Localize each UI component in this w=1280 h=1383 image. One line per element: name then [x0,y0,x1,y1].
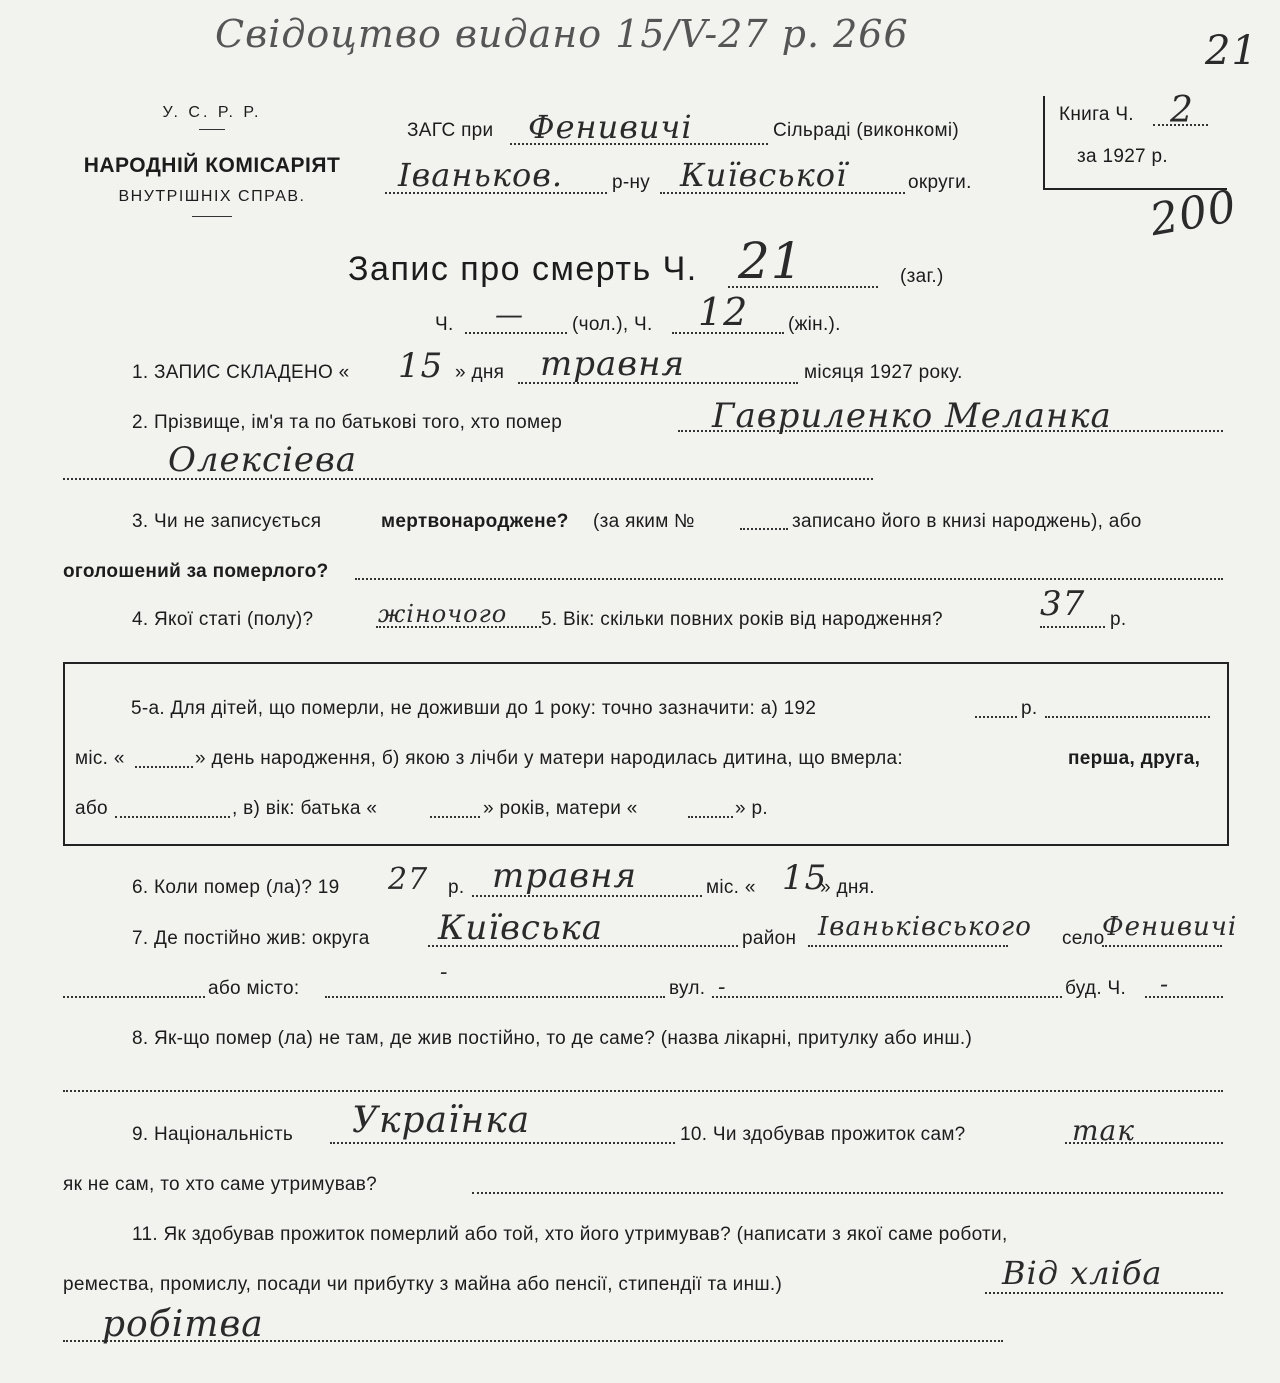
q5a-year-line [975,716,1017,718]
q7-city-line [325,996,665,998]
okruha-label: округи. [908,172,972,193]
q5a-birth-label: » день народження, б) якою з лічби у матери народилась дитина, що вмерла: [195,748,903,769]
q7-house-dash: - [1160,970,1170,998]
q5a-order-line [115,816,230,818]
q5-label: 5. Вік: скільки повних років від народження? [541,609,943,630]
q6-year: 27 [388,862,429,897]
q8-label: 8. Як-що помер (ла) не там, де жив постійно, то де саме? (назва лікарні, притулку або инш.) [132,1028,973,1049]
q7-village: Фенивичі [1102,912,1238,942]
divider [199,129,225,130]
q5a-mother-line [688,816,733,818]
raion-label: р-ну [612,172,651,193]
q10-line [1065,1142,1223,1144]
form-title: Запис про смерть Ч. [348,250,698,288]
usrr-label: У. С. Р. Р. [162,104,262,121]
q5a-month-label: міс. « [75,748,125,769]
q7-city-dash: - [440,960,449,985]
book-number: 2 [1170,90,1194,131]
q7-city-label: або місто: [208,978,300,999]
q7-line-start [63,996,205,998]
q5a-or-label: або [75,798,108,819]
q8-line [63,1090,1223,1092]
q11-line1: 11. Як здобував прожиток померлий або той, хто його утримував? (написати з якої саме роботи, [132,1224,1008,1245]
book-label: Книга Ч. [1059,104,1134,125]
q7-house-line [1145,996,1223,998]
q10-label: 10. Чи здобував прожиток сам? [680,1124,966,1145]
q7-raion-label: район [742,928,797,949]
male-label: (чол.), Ч. [572,314,653,335]
record-number-line [728,286,878,288]
q5-unit: р. [1110,609,1127,630]
q7-street-line [712,996,1062,998]
title-suffix: (заг.) [900,266,944,287]
male-ch-label: Ч. [435,314,454,335]
female-label: (жін.). [788,314,841,335]
q7-street-label: вул. [669,978,706,999]
q5-age-line [1040,626,1105,628]
q9-nationality: Українка [352,1100,531,1141]
corner-number: 21 [1205,28,1258,74]
q11-value-2: робітва [102,1304,264,1345]
q7-village-line [1102,945,1222,947]
q5a-month-line [135,766,193,768]
q3-number-label: (за яким № [593,511,695,532]
q9-line [330,1142,675,1144]
male-number: — [495,298,524,331]
q6-day-label: » дня. [820,877,875,898]
margin-number: 200 [1146,180,1241,247]
q1-day: 15 [398,346,444,386]
q11-value-1: Від хліба [1002,1254,1163,1292]
male-number-line [465,332,567,334]
issuer-header [62,104,362,217]
top-note: Свідоцтво видано 15/V-27 р. 266 [215,12,909,56]
q4-label: 4. Якої статі (полу)? [132,609,314,630]
raion-value: Іваньков. [398,156,564,194]
q3-stillborn: мертвонароджене? [381,511,569,532]
q7-village-label: село [1062,928,1105,949]
q6-year-unit: р. [448,877,465,898]
q4-sex: жіночого [378,600,508,628]
q6-month-label: міс. « [706,877,756,898]
q5a-birth-order: перша, друга, [1068,748,1201,769]
q4-sex-line [376,626,541,628]
q10b-label: як не сам, то хто саме утримував? [63,1174,378,1195]
q11-line-a [985,1292,1223,1294]
zags-suffix: Сільраді (виконкомі) [773,120,959,141]
q5a-line1: 5-а. Для дітей, що померли, не доживши до 1 року: точно зазначити: а) 192 [131,698,817,719]
record-number: 21 [738,232,804,290]
zags-village-value: Фенивичі [528,108,693,146]
commissariat-label: НАРОДНІЙ КОМІСАРІЯТ [83,154,341,177]
q7-raion: Іваньківського [818,912,1032,942]
q6-label: 6. Коли помер (ла)? 19 [132,877,340,898]
q2-label: 2. Прізвище, ім'я та по батькові того, хто помер [132,412,563,433]
zags-prefix: ЗАГС при [407,120,494,141]
q10b-line [472,1192,1223,1194]
q3-label: 3. Чи не записується [132,511,322,532]
q5-age: 37 [1040,584,1086,624]
q5a-father-line [430,816,480,818]
q3-number-line [740,528,788,530]
book-number-line [1153,124,1208,126]
female-number: 12 [698,290,749,334]
q5a-mother-unit: » р. [735,798,768,819]
infant-info-box [63,662,1229,846]
book-year: за 1927 р. [1077,146,1168,167]
q1-mid: » дня [455,362,505,383]
q3-declared-dead: оголошений за померлого? [63,561,329,582]
q3-declared-line [355,578,1223,580]
q5a-extra-line [1045,716,1210,718]
department-label: ВНУТРІШНІХ СПРАВ. [118,188,306,205]
q1-suffix: місяця 1927 року. [804,362,963,383]
q1-month: травня [540,344,685,384]
q7-raion-line [808,945,1008,947]
q1-prefix: 1. ЗАПИС СКЛАДЕНО « [132,362,350,383]
q11-line2: ремества, промислу, посади чи прибутку з майна або пенсії, стипендії та инш.) [63,1274,783,1295]
okruha-value: Київської [680,156,848,194]
book-box [1043,90,1227,190]
q7-label: 7. Де постійно жив: округа [132,928,370,949]
q10-value: так [1072,1114,1135,1147]
q7-street-dash: - [718,975,727,1000]
q2-name: Гавриленко Меланка [712,396,1112,436]
q7-okruha: Київська [438,908,604,948]
q9-label: 9. Національність [132,1124,294,1145]
q5a-year-unit: р. [1021,698,1038,719]
q5a-father-label: , в) вік: батька « [232,798,378,819]
q7-house-label: буд. Ч. [1065,978,1127,999]
q6-month: травня [492,856,637,896]
q6-day: 15 [782,858,828,898]
q5a-mother-label: » років, матери « [483,798,638,819]
divider [192,216,232,217]
q2-patronymic: Олексіева [168,440,358,480]
q3-registered: записано його в книзі народжень), або [792,511,1142,532]
